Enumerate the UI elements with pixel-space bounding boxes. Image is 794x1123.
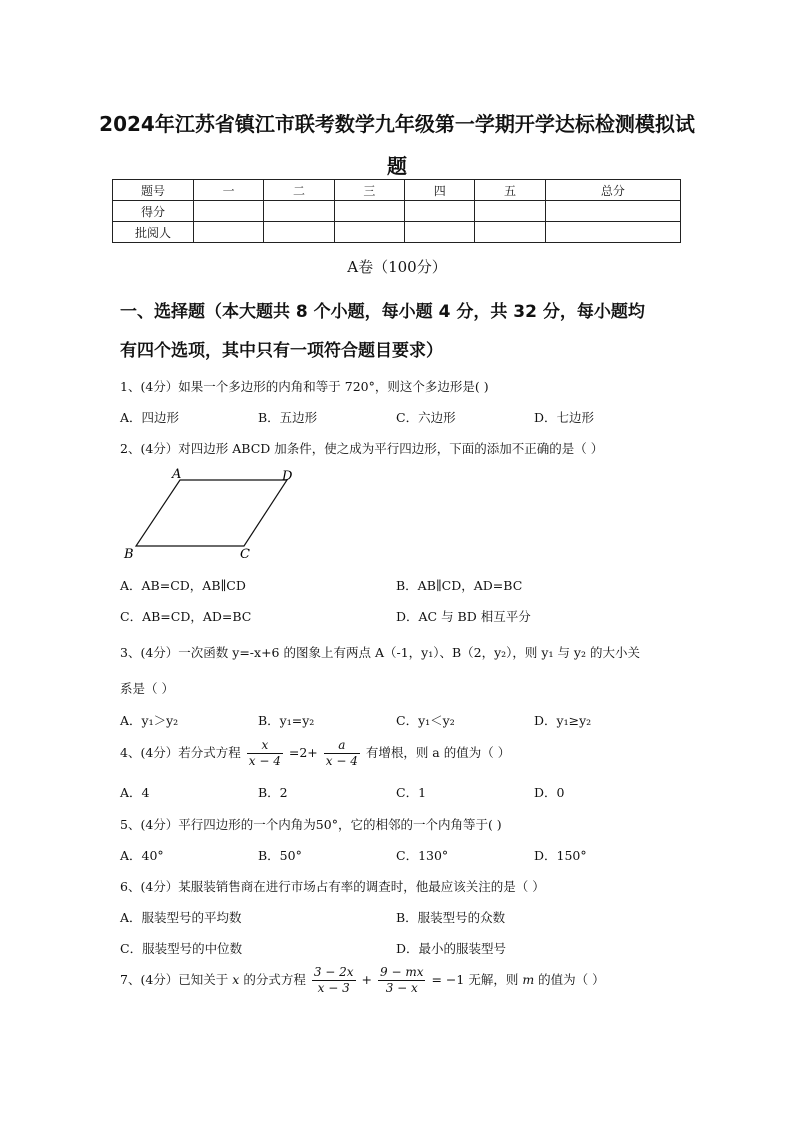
q7-stem-mid1: 的分式方程 — [243, 972, 306, 987]
q5-option-c[interactable]: C．130° — [396, 848, 449, 863]
score-header-cell: 四 — [405, 180, 475, 201]
question-6-stem: 6、(4分）某服装销售商在进行市场占有率的调查时，他最应该关注的是（ ） — [120, 879, 545, 894]
q7-plus: + — [361, 972, 373, 987]
parallelogram-shape — [136, 480, 287, 546]
reviewer-cell[interactable] — [194, 222, 264, 243]
q4-frac1-numerator: x — [247, 738, 283, 754]
q7-stem-suffix: 的值为（ ） — [538, 972, 605, 987]
score-row — [113, 201, 681, 222]
q3-option-d[interactable]: D．y₁≥y₂ — [534, 713, 592, 728]
q6-option-b[interactable]: B．服装型号的众数 — [396, 910, 506, 925]
vertex-label-c: C — [240, 547, 250, 562]
question-4-stem — [120, 738, 510, 769]
question-2-stem: 2、(4分）对四边形 ABCD 加条件，使之成为平行四边形，下面的添加不正确的是（ ） — [120, 441, 604, 456]
reviewer-cell[interactable] — [405, 222, 475, 243]
section-title: A卷（100分） — [347, 258, 447, 276]
q6-option-a[interactable]: A．服装型号的平均数 — [120, 910, 242, 925]
q7-frac1-numerator: 3 − 2x — [313, 965, 354, 979]
score-cell[interactable] — [264, 201, 334, 222]
q7-stem-mid2: 无解，则 — [468, 972, 519, 987]
reviewer-cell[interactable] — [475, 222, 545, 243]
parallelogram-figure — [120, 466, 310, 562]
score-header-cell: 五 — [475, 180, 545, 201]
q7-stem-prefix: 7、(4分）已知关于 — [120, 972, 229, 987]
score-cell[interactable] — [475, 201, 545, 222]
q4-frac2-denominator: x − 4 — [325, 754, 358, 768]
question-5-stem: 5、(4分）平行四边形的一个内角为50°，它的相邻的一个内角等于( ) — [120, 817, 502, 832]
vertex-label-a: A — [172, 467, 182, 482]
q4-option-b[interactable]: B．2 — [258, 785, 288, 800]
reviewer-row — [113, 222, 681, 243]
question-3-stem-line1: 3、(4分）一次函数 y=-x+6 的图象上有两点 A（-1，y₁）、B（2，y₂），则 y₁ 与 y₂ 的大小关 — [120, 645, 640, 660]
part-heading-line2: 有四个选项，其中只有一项符合题目要求） — [120, 341, 443, 361]
q4-stem-prefix: 4、(4分）若分式方程 — [120, 745, 241, 760]
q3-option-b[interactable]: B．y₁=y₂ — [258, 713, 315, 728]
q7-frac2-numerator: 9 − mx — [380, 965, 424, 979]
q4-option-d[interactable]: D．0 — [534, 785, 565, 800]
q7-frac2-denominator: 3 − x — [385, 981, 418, 995]
question-1-stem: 1、(4分）如果一个多边形的内角和等于 720°，则这个多边形是( ) — [120, 379, 489, 394]
q7-frac1-denominator: x − 3 — [317, 981, 350, 995]
score-header-cell: 三 — [334, 180, 404, 201]
q1-option-d[interactable]: D．七边形 — [534, 410, 595, 425]
q7-variable-x: x — [232, 972, 240, 987]
q5-option-b[interactable]: B．50° — [258, 848, 302, 863]
part-heading-line1: 一、选择题（本大题共 8 个小题，每小题 4 分，共 32 分，每小题均 — [120, 302, 645, 322]
q5-option-a[interactable]: A．40° — [120, 848, 164, 863]
q5-option-d[interactable]: D．150° — [534, 848, 587, 863]
q3-option-a[interactable]: A．y₁＞y₂ — [120, 713, 179, 728]
q7-fraction-2 — [378, 965, 425, 996]
reviewer-cell[interactable] — [545, 222, 680, 243]
q2-option-d[interactable]: D．AC 与 BD 相互平分 — [396, 609, 531, 624]
reviewer-row-label: 批阅人 — [113, 222, 194, 243]
q6-option-c[interactable]: C．服装型号的中位数 — [120, 941, 243, 956]
score-table-header-row — [113, 180, 681, 201]
q4-fraction-1 — [247, 738, 283, 769]
exam-title-line2: 题 — [387, 154, 407, 178]
score-row-label: 得分 — [113, 201, 194, 222]
reviewer-cell[interactable] — [334, 222, 404, 243]
q4-frac1-denominator: x − 4 — [248, 754, 281, 768]
q1-option-a[interactable]: A．四边形 — [120, 410, 180, 425]
score-header-cell: 总分 — [545, 180, 680, 201]
reviewer-cell[interactable] — [264, 222, 334, 243]
q1-option-b[interactable]: B．五边形 — [258, 410, 318, 425]
q7-fraction-1 — [312, 965, 356, 996]
q6-option-d[interactable]: D．最小的服装型号 — [396, 941, 507, 956]
score-cell[interactable] — [545, 201, 680, 222]
exam-title-line1: 2024年江苏省镇江市联考数学九年级第一学期开学达标检测模拟试 — [99, 112, 695, 136]
score-header-cell: 二 — [264, 180, 334, 201]
q4-frac2-numerator: a — [324, 738, 360, 754]
score-table — [112, 179, 681, 243]
question-3-stem-line2: 系是（ ） — [120, 681, 174, 696]
q7-variable-m: m — [522, 972, 535, 987]
q4-option-c[interactable]: C．1 — [396, 785, 427, 800]
q3-option-c[interactable]: C．y₁＜y₂ — [396, 713, 455, 728]
vertex-label-b: B — [124, 547, 134, 562]
q4-fraction-2 — [324, 738, 360, 769]
q7-equals: = −1 — [431, 972, 465, 987]
q4-option-a[interactable]: A．4 — [120, 785, 150, 800]
vertex-label-d: D — [282, 469, 293, 484]
score-header-cell: 题号 — [113, 180, 194, 201]
score-header-cell: 一 — [194, 180, 264, 201]
q4-equals: =2+ — [288, 745, 318, 760]
q1-option-c[interactable]: C．六边形 — [396, 410, 456, 425]
q4-stem-suffix: 有增根，则 a 的值为（ ） — [365, 745, 511, 760]
score-cell[interactable] — [194, 201, 264, 222]
q2-option-c[interactable]: C．AB=CD，AD=BC — [120, 609, 252, 624]
q2-option-b[interactable]: B．AB∥CD，AD=BC — [396, 578, 523, 593]
q2-option-a[interactable]: A．AB=CD，AB∥CD — [120, 578, 246, 593]
question-7-stem — [120, 965, 605, 996]
score-cell[interactable] — [405, 201, 475, 222]
score-cell[interactable] — [334, 201, 404, 222]
